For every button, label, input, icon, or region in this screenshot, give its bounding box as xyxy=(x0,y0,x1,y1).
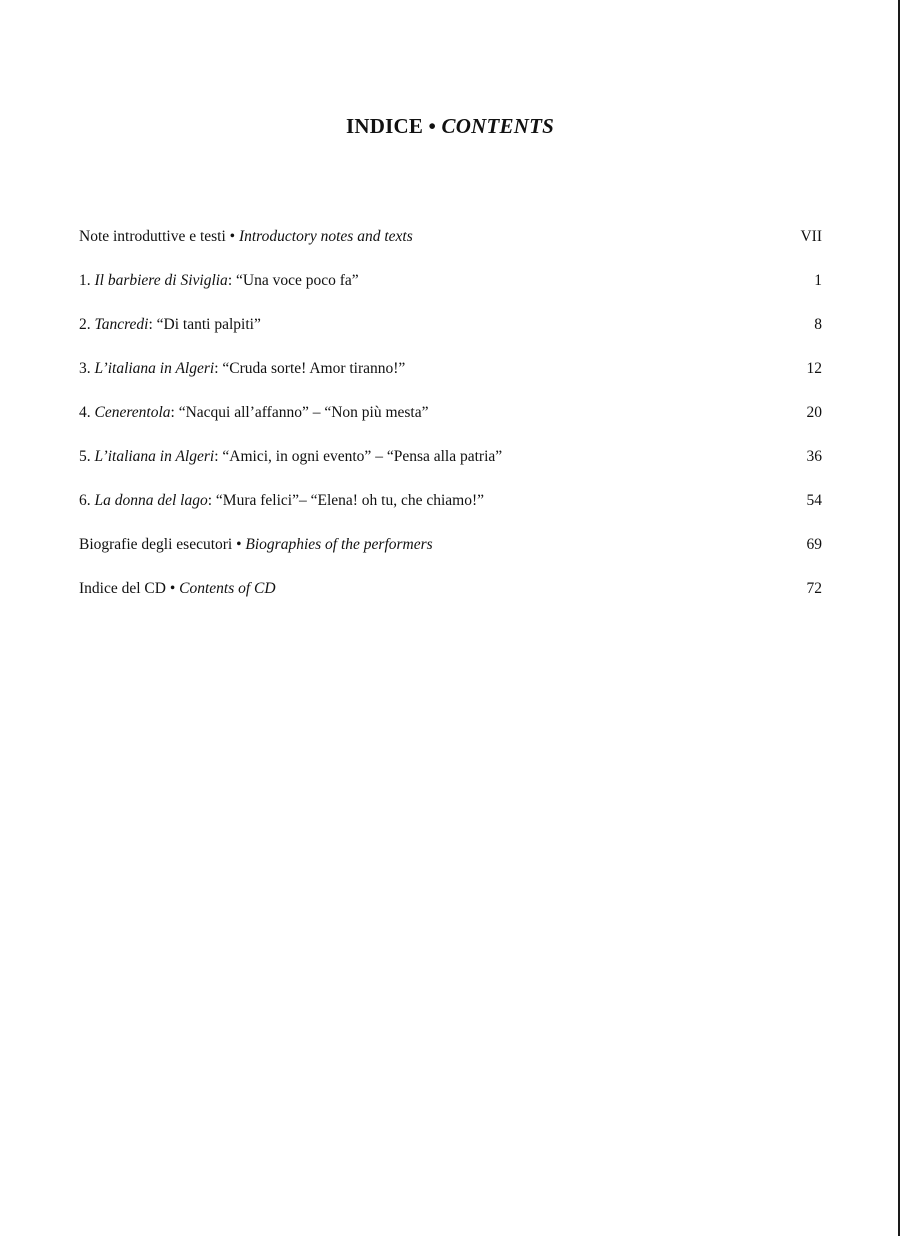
toc-page-number: 8 xyxy=(814,316,822,333)
toc-page-number: 72 xyxy=(806,580,822,597)
toc-entry-rest: : “Nacqui all’affanno” – “Non più mesta” xyxy=(170,404,429,421)
title-main: INDICE xyxy=(346,114,424,138)
toc-entry-italiana-1[interactable] xyxy=(79,360,822,404)
toc-entry-italic: Biographies of the performers xyxy=(245,536,433,553)
toc-entry-rest: : “Cruda sorte! Amor tiranno!” xyxy=(214,360,406,377)
toc-entry-text xyxy=(79,492,484,510)
toc-entry-number: 3. xyxy=(79,360,95,377)
toc-entry-number: 6. xyxy=(79,492,95,509)
toc-entry-rest: : “Mura felici”– “Elena! oh tu, che chiamo!” xyxy=(207,492,485,509)
toc-entry-text xyxy=(79,448,502,466)
toc-entry-donna-del-lago[interactable] xyxy=(79,492,822,536)
toc-entry-barbiere[interactable] xyxy=(79,272,822,316)
toc-entry-italic: Contents of CD xyxy=(179,580,276,597)
toc-page-number: 36 xyxy=(806,448,822,465)
toc-entry-biographies[interactable] xyxy=(79,536,822,580)
toc-page-number: 1 xyxy=(814,272,822,289)
toc-entry-italic: L’italiana in Algeri xyxy=(94,360,215,377)
toc-entry-text xyxy=(79,360,405,378)
toc-entry-rest: : “Una voce poco fa” xyxy=(227,272,359,289)
toc-page-number: 12 xyxy=(806,360,822,377)
toc-entry-italic: Cenerentola xyxy=(94,404,171,421)
toc-entry-cenerentola[interactable] xyxy=(79,404,822,448)
page-title xyxy=(0,114,900,139)
table-of-contents xyxy=(79,228,822,624)
toc-page-number: 20 xyxy=(806,404,822,421)
toc-entry-introductory-notes[interactable] xyxy=(79,228,822,272)
toc-entry-number: 2. xyxy=(79,316,95,333)
toc-page-number: 69 xyxy=(806,536,822,553)
toc-entry-italic: L’italiana in Algeri xyxy=(94,448,215,465)
toc-entry-italiana-2[interactable] xyxy=(79,448,822,492)
toc-entry-plain: Biografie degli esecutori • xyxy=(79,536,246,553)
toc-entry-text xyxy=(79,404,429,422)
title-separator: • xyxy=(423,114,442,138)
toc-entry-tancredi[interactable] xyxy=(79,316,822,360)
title-italic: CONTENTS xyxy=(441,114,554,138)
toc-entry-plain: Note introduttive e testi • xyxy=(79,228,239,245)
toc-entry-italic: Il barbiere di Siviglia xyxy=(94,272,228,289)
toc-entry-italic: Tancredi xyxy=(94,316,149,333)
toc-entry-text xyxy=(79,580,276,598)
toc-entry-number: 5. xyxy=(79,448,95,465)
toc-page-number: VII xyxy=(800,228,822,245)
toc-entry-cd-contents[interactable] xyxy=(79,580,822,624)
toc-entry-italic: La donna del lago xyxy=(94,492,208,509)
toc-entry-number: 4. xyxy=(79,404,95,421)
toc-entry-text xyxy=(79,228,413,246)
toc-entry-rest: : “Di tanti palpiti” xyxy=(148,316,261,333)
toc-entry-text xyxy=(79,272,359,290)
toc-entry-plain: Indice del CD • xyxy=(79,580,180,597)
toc-entry-text xyxy=(79,536,433,554)
toc-entry-rest: : “Amici, in ogni evento” – “Pensa alla patria” xyxy=(214,448,503,465)
toc-page-number: 54 xyxy=(806,492,822,509)
toc-entry-italic: Introductory notes and texts xyxy=(238,228,413,245)
toc-entry-text xyxy=(79,316,261,334)
toc-entry-number: 1. xyxy=(79,272,95,289)
